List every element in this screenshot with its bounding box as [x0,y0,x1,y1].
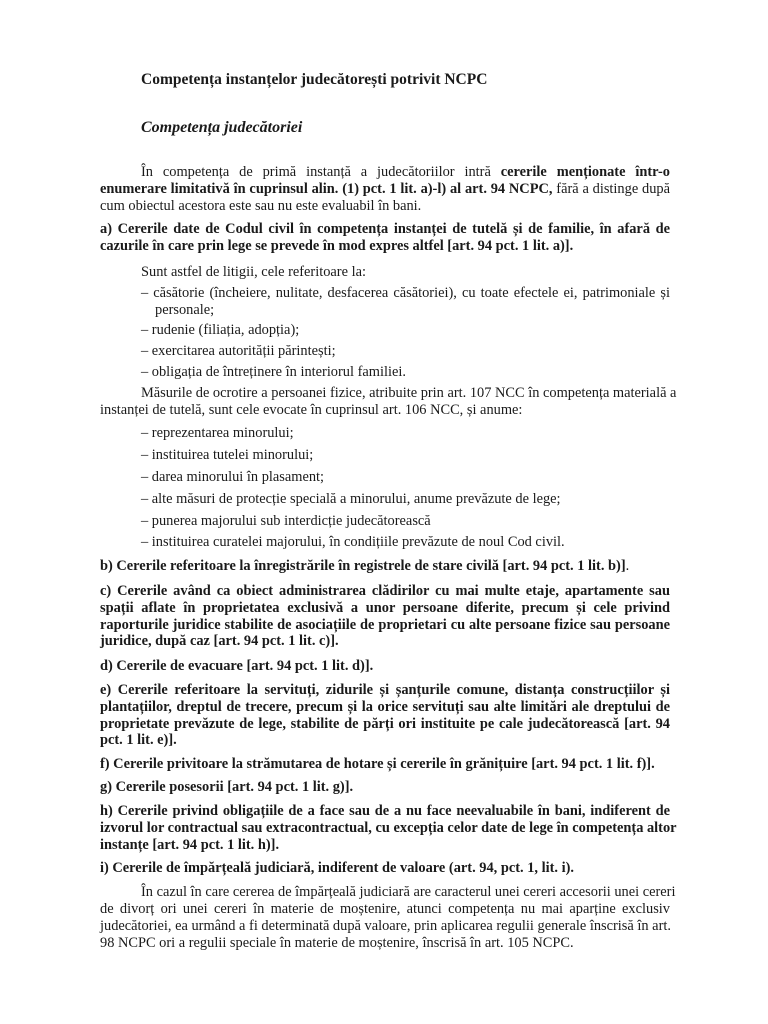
impartiala-text-2: de divorț ori unei cereri în materie de moștenire, atunci competența nu mai aparține exclusiv [100,901,670,917]
impartiala-text-4: 98 NCPC ori a regulii speciale în materie de moștenire, înscrisă în art. 105 NCPC. [100,935,574,951]
item-h-text-3: instanțe [art. 94 pct. 1 lit. h)]. [100,837,280,853]
intro-line-2-text [100,180,670,198]
litigii-casatorie-text-1: – căsătorie (încheiere, nulitate, desfacerea căsătoriei), cu toate efectele ei, patrimoniale și [141,285,670,301]
intro-text-3: cum obiectul acestora este sau nu este evaluabil în bani. [100,198,422,214]
intro-line-1-text [141,163,670,181]
item-c-text-3: raporturile juridice stabilite de asociațiile de proprietari cu alte persoane fizice sau persoane [100,617,670,633]
item-h-text-2: izvorul lor contractual sau extracontractual, cu excepția celor date de lege în competența altor [100,820,677,836]
intro-text-1a: În competența de primă instanță a judecătoriilor intră [141,164,501,180]
item-e-text-4: pct. 1 lit. e)]. [100,732,177,748]
item-h-text-1: h) Cererile privind obligațiile de a face sau de a nu face neevaluabile în bani, indiferent de [100,803,670,819]
masuri-item: – instituirea curatelei majorului, în condițiile prevăzute de noul Cod civil. [141,534,565,550]
masuri-item: – darea minorului în plasament; [141,469,325,485]
intro-text-2a: enumerare limitativă în cuprinsul alin. (1) pct. 1 lit. a)-l) al art. 94 NCPC, [100,181,553,197]
item-a-text-2: cazurile în care prin lege se prevede în mod expres altfel [art. 94 pct. 1 lit. a)]. [100,238,574,254]
item-d-text: d) Cererile de evacuare [art. 94 pct. 1 lit. d)]. [100,658,374,674]
item-b-end: . [625,558,630,574]
intro-text-2b: fără a distinge după [552,181,670,197]
item-f-text: f) Cererile privitoare la strămutarea de hotare și cererile în grănițuire [art. 94 pct. 1 lit. f)]. [100,756,655,772]
litigii-intro: Sunt astfel de litigii, cele referitoare la: [141,264,366,280]
masuri-item: – instituirea tutelei minorului; [141,447,314,463]
masuri-text-1: Măsurile de ocrotire a persoanei fizice, atribuite prin art. 107 NCC în competența materială a [141,385,677,401]
masuri-text-2: instanței de tutelă, sunt cele evocate în cuprinsul art. 106 NCC, și anume: [100,402,523,418]
section-title: Competența judecătoriei [141,119,303,136]
item-c-text-4: juridice, după caz [art. 94 pct. 1 lit. c)]. [100,633,339,649]
litigii-rudenie: – rudenie (filiația, adopția); [141,322,300,338]
item-e-text-3: proprietate prevăzute de lege, stabilite de părți ori instituite pe cale judecătorească [art. 94 [100,716,670,732]
intro-text-1b: cererile menționate într-o [500,164,670,180]
item-i-text: i) Cererile de împărțeală judiciară, indiferent de valoare (art. 94, pct. 1, lit. i). [100,860,574,876]
item-c-text-1: c) Cererile având ca obiect administrarea clădirilor cu mai multe etaje, apartamente sau [100,583,670,599]
impartiala-text-1: În cazul în care cererea de împărțeală judiciară are caracterul unei cereri accesorii unei cereri [141,884,676,900]
item-g-text: g) Cererile posesorii [art. 94 pct. 1 lit. g)]. [100,779,354,795]
impartiala-text-3: judecătoriei, ea urmând a fi determinată după valoare, prin aplicarea regulii generale înscrisă în art. [100,918,671,934]
masuri-item: – reprezentarea minorului; [141,425,294,441]
item-e-text-2: plantațiilor, dreptul de trecere, precum și la orice servituți sau alte limitări ale dreptului de [100,699,670,715]
item-e-text-1: e) Cererile referitoare la servituți, zidurile și șanțurile comune, distanța construcțiilor și [100,682,670,698]
document-title: Competența instanțelor judecătorești potrivit NCPC [141,71,488,88]
item-b-text: b) Cererile referitoare la înregistrările în registrele de stare civilă [art. 94 pct. 1 lit. b)] [100,558,626,574]
item-a-text-1: a) Cererile date de Codul civil în competența instanței de tutelă și de familie, în afară de [100,221,670,237]
item-c-text-2: spații aflate în proprietatea exclusivă a unor persoane diferite, precum și cele privind [100,600,670,616]
litigii-casatorie-text-2: personale; [155,302,215,318]
litigii-intretinere: – obligația de întreținere în interiorul familiei. [141,364,406,380]
masuri-item: – alte măsuri de protecție specială a minorului, anume prevăzute de lege; [141,491,561,507]
masuri-item: – punerea majorului sub interdicție judecătorească [141,513,431,529]
litigii-autoritate: – exercitarea autorității părintești; [141,343,336,359]
